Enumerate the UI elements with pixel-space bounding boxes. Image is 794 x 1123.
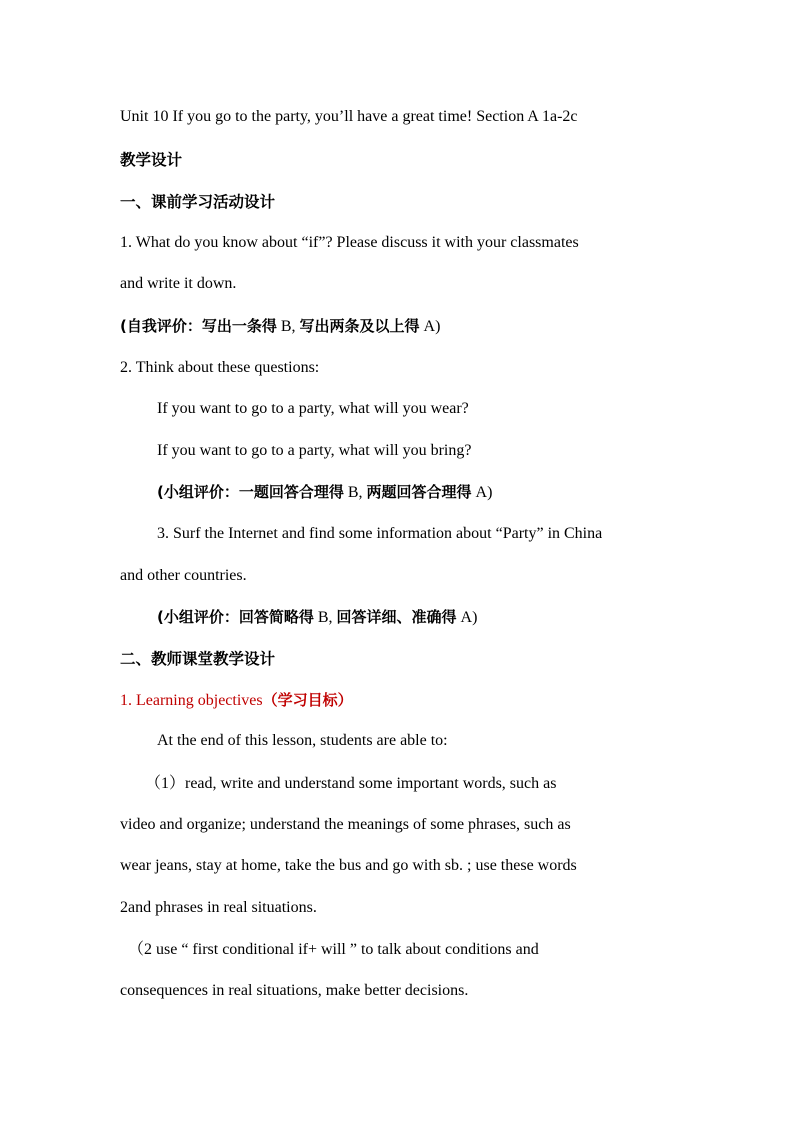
question3-line1: 3. Surf the Internet and find some information about “Party” in China — [157, 525, 603, 542]
document-title-cn: 教学设计 — [120, 151, 183, 169]
eval2-grade-b: B, — [347, 484, 363, 501]
question1-line2: and write it down. — [120, 275, 237, 292]
objective2-line1: （2 use “ first conditional if+ will ” to talk about conditions and — [128, 941, 539, 958]
objective1-line3: wear jeans, stay at home, take the bus and go with sb. ; use these words — [120, 857, 577, 874]
learning-objectives-heading — [120, 690, 674, 711]
eval1-grade-b: B, — [280, 318, 296, 335]
group-evaluation-2 — [157, 607, 674, 628]
question2-sub1: If you want to go to a party, what will you wear? — [157, 400, 469, 417]
group-evaluation-1 — [157, 482, 674, 503]
eval2-prefix: (小组评价：一题回答合理得 — [157, 483, 344, 501]
objectives-en: 1. Learning objectives — [120, 692, 263, 709]
question1-line1: 1. What do you know about “if”? Please discuss it with your classmates — [120, 234, 579, 251]
eval1-mid: 写出两条及以上得 — [299, 317, 420, 335]
eval2-mid: 两题回答合理得 — [366, 483, 472, 501]
eval2-grade-a: A) — [475, 484, 493, 501]
objective1-line1: （1）read, write and understand some important words, such as — [145, 775, 557, 792]
eval3-grade-a: A) — [460, 609, 478, 626]
section1-heading: 一、课前学习活动设计 — [120, 193, 276, 211]
question3-line2: and other countries. — [120, 567, 247, 584]
eval3-prefix: (小组评价：回答简略得 — [157, 608, 314, 626]
eval1-grade-a: A) — [423, 318, 441, 335]
objective2-line2: consequences in real situations, make better decisions. — [120, 982, 469, 999]
eval3-mid: 回答详细、准确得 — [336, 608, 457, 626]
objectives-cn: （学习目标） — [262, 691, 353, 709]
objective1-line4: 2and phrases in real situations. — [120, 899, 317, 916]
self-evaluation — [120, 316, 674, 337]
question2-line: 2. Think about these questions: — [120, 359, 320, 376]
eval3-grade-b: B, — [317, 609, 333, 626]
question2-sub2: If you want to go to a party, what will you bring? — [157, 442, 472, 459]
document-title-en: Unit 10 If you go to the party, you’ll have a great time! Section A 1a-2c — [120, 108, 578, 125]
section2-heading: 二、教师课堂教学设计 — [120, 650, 276, 668]
objective1-line2: video and organize; understand the meanings of some phrases, such as — [120, 816, 571, 833]
eval1-prefix: (自我评价：写出一条得 — [120, 317, 277, 335]
objectives-intro: At the end of this lesson, students are able to: — [157, 732, 448, 749]
